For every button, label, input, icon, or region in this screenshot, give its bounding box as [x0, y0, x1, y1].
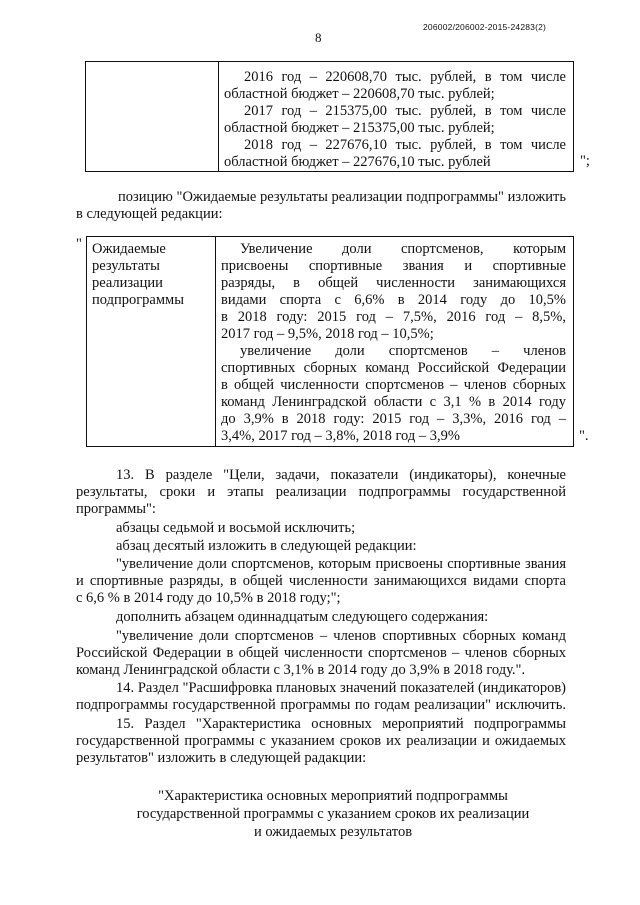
- section-heading-line: "Характеристика основных мероприятий подпрограммы: [158, 788, 508, 804]
- body-line: 13. В разделе "Цели, задачи, показатели (индикаторы), конечные: [116, 467, 566, 483]
- table-2-open-quote: ": [76, 236, 82, 252]
- section-heading-line: государственной программы с указанием сроков их реализации: [136, 806, 530, 822]
- table-1-divider: [218, 61, 219, 171]
- table-2-label-line: реализации: [92, 275, 163, 291]
- table-2-divider: [215, 236, 216, 446]
- body-line: результатов" изложить в следующей радакции:: [76, 750, 367, 766]
- table-2-label-line: результаты: [92, 258, 160, 274]
- table-2-content-line: видами спорта с 6,6% в 2014 году до 10,5%: [221, 292, 566, 308]
- body-line: абзац десятый изложить в следующей редакции:: [116, 538, 417, 554]
- body-line: программы":: [76, 501, 156, 517]
- table-1-line: областной бюджет – 215375,00 тыс. рублей;: [224, 120, 495, 136]
- page-number: 8: [315, 30, 322, 45]
- body-line: 14. Раздел "Расшифровка плановых значений показателей (индикаторов): [116, 680, 566, 696]
- table-2-content-line: до 3,9% в 2018 году: 2015 год – 3,3%, 2016 год –: [221, 411, 566, 427]
- table-2-content-line: присвоены спортивные звания и спортивные: [221, 258, 566, 274]
- body-line: и спортивные разряды, в общей численности занимающихся видами спорта: [76, 573, 566, 589]
- body-line: "увеличение доли спортсменов – членов спортивных сборных команд: [116, 628, 566, 644]
- table-2-content-line: в 2018 году: 2015 год – 7,5%, 2016 год – 8,5%,: [221, 309, 566, 325]
- intro-line: в следующей редакции:: [76, 206, 223, 222]
- table-2-content-line: команд Ленинградской области с 3,1 % в 2014 году: [221, 394, 566, 410]
- table-2-content-line: спортивных сборных команд Российской Федерации: [221, 360, 566, 376]
- body-line: результаты, сроки и этапы реализации подпрограммы государственной: [76, 484, 566, 500]
- table-1-line: 2016 год – 220608,70 тыс. рублей, в том числе: [244, 69, 566, 85]
- table-2-content-line: 3,4%, 2017 год – 3,8%, 2018 год – 3,9%: [221, 428, 460, 444]
- table-1-line: 2017 год – 215375,00 тыс. рублей, в том числе: [244, 103, 566, 119]
- body-line: подпрограммы государственной программы по годам реализации" исключить.: [76, 697, 566, 713]
- table-1-line: 2018 год – 227676,10 тыс. рублей, в том числе: [244, 137, 566, 153]
- table-2-close-quote: ".: [579, 428, 589, 444]
- body-line: государственной программы с указанием сроков их реализации и ожидаемых: [76, 733, 566, 749]
- table-2-label-line: Ожидаемые: [92, 241, 166, 257]
- body-line: "увеличение доли спортсменов, которым присвоены спортивные звания: [116, 556, 566, 572]
- table-1-line: областной бюджет – 227676,10 тыс. рублей: [224, 154, 491, 170]
- document-code: 206002/206002-2015-24283(2): [423, 22, 547, 32]
- table-2-content-line: в общей численности спортсменов – членов сборных: [221, 377, 566, 393]
- body-line: дополнить абзацем одиннадцатым следующего содержания:: [116, 609, 489, 625]
- body-line: абзацы седьмой и восьмой исключить;: [116, 520, 356, 536]
- section-heading-line: и ожидаемых результатов: [253, 824, 413, 840]
- body-line: 15. Раздел "Характеристика основных мероприятий подпрограммы: [116, 716, 566, 732]
- table-2-content-line: Увеличение доли спортсменов, которым: [240, 241, 566, 257]
- body-line: с 6,6 % в 2014 году до 10,5% в 2018 году;";: [76, 590, 341, 606]
- table-1-close-quote: ";: [580, 153, 590, 169]
- table-2-label-line: подпрограммы: [92, 292, 184, 308]
- body-line: команд Ленинградской области с 3,1% в 2014 году до 3,9% в 2018 году.".: [76, 662, 526, 678]
- table-1-line: областной бюджет – 220608,70 тыс. рублей;: [224, 86, 495, 102]
- table-2-content-line: 2017 год – 9,5%, 2018 год – 10,5%;: [221, 326, 434, 342]
- table-2-content-line: увеличение доли спортсменов – членов: [240, 343, 566, 359]
- intro-line: позицию "Ожидаемые результаты реализации подпрограммы" изложить: [118, 189, 566, 205]
- table-2-content-line: разряды, в общей численности занимающихся: [221, 275, 566, 291]
- body-line: Российской Федерации в общей численности спортсменов – членов сборных: [76, 645, 566, 661]
